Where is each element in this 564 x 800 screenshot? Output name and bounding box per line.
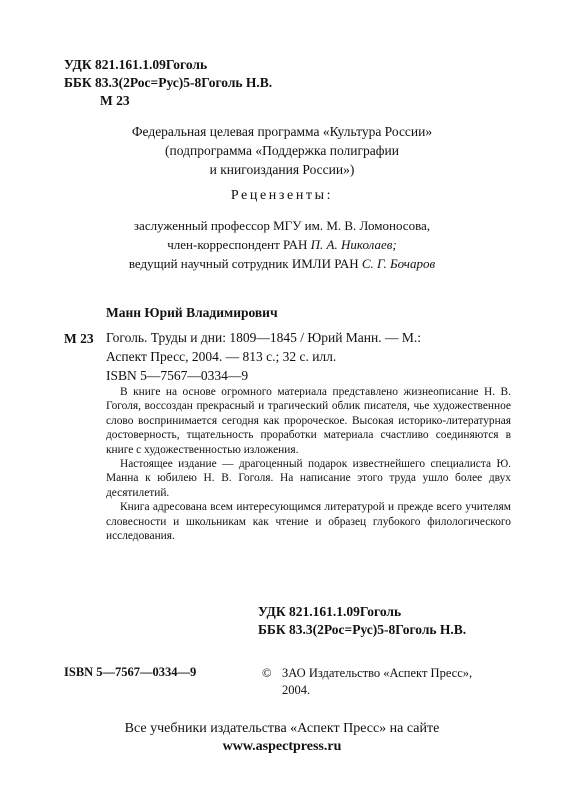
abstract-block <box>106 385 511 543</box>
reviewer-1-title-line-2: член-корреспондент РАН <box>167 237 308 252</box>
reviewer-1-line-2 <box>60 235 504 254</box>
reviewer-1-name: П. А. Николаев; <box>310 237 397 252</box>
book-author: Манн Юрий Владимирович <box>106 305 278 320</box>
reviewer-1-title-line-1: заслуженный профессор МГУ им. М. В. Ломоносова, <box>133 218 431 233</box>
udk-code: УДК 821.161.1.09Гоголь <box>64 57 208 72</box>
isbn-bottom: ISBN 5—7567—0334—9 <box>64 665 197 679</box>
footer-text: Все учебники издательства «Аспект Пресс» на сайте <box>124 721 440 736</box>
footer-block <box>60 720 504 756</box>
copyright-block <box>262 665 472 699</box>
bibliographic-author-mark: М 23 <box>64 331 94 346</box>
abstract-paragraph-1: В книге на основе огромного материала представлено жизнеописание Н. В. Гоголя, воссоздан прекрасный и трагический облик писателя, чье художественное слово воспринимается сегодня как пророческое. Высокая историко-литературная достоверность, тщательность проработки материала счастливо соединяются в книге с художественностью изложения. <box>106 386 511 456</box>
copyright-line-1 <box>262 665 472 682</box>
bbk-code-repeat: ББК 83.3(2Рос=Рус)5-8Гоголь Н.В. <box>258 622 467 637</box>
reviewer-2-name: С. Г. Бочаров <box>361 256 436 271</box>
reviewer-2-line <box>60 254 504 273</box>
abstract-paragraph-2: Настоящее издание — драгоценный подарок известнейшего специалиста Ю. Манна к юбилею Н. В. Гоголя. На написание этого труда ушло более двух десятилетий. <box>106 458 511 499</box>
program-line-2: (подпрограмма «Поддержка полиграфии <box>165 143 399 158</box>
publisher-website-link[interactable]: www.aspectpress.ru <box>222 739 342 754</box>
copyright-year: 2004. <box>282 683 311 697</box>
biblio-line-2: Аспект Пресс, 2004. — 813 с.; 32 с. илл. <box>106 349 337 364</box>
abstract-paragraph-3: Книга адресована всем интересующимся литературой и прежде всего учителям словесности и школьникам как чтение и образец глубокого филологического исследования. <box>106 501 511 543</box>
program-line-3: и книгоиздания России») <box>209 162 355 177</box>
reviewers-block <box>60 216 504 273</box>
biblio-isbn: ISBN 5—7567—0334—9 <box>106 368 249 383</box>
program-block <box>60 122 504 179</box>
reviewers-heading: Рецензенты: <box>230 188 334 203</box>
bibliographic-description <box>106 328 510 385</box>
reviewer-2-title: ведущий научный сотрудник ИМЛИ РАН <box>128 256 359 271</box>
author-mark: М 23 <box>100 93 130 108</box>
biblio-line-1: Гоголь. Труды и дни: 1809—1845 / Юрий Манн. — М.: <box>106 330 421 345</box>
program-line-1: Федеральная целевая программа «Культура России» <box>131 124 433 139</box>
classification-repeat-block <box>258 603 466 639</box>
bbk-code: ББК 83.3(2Рос=Рус)5-8Гоголь Н.В. <box>64 75 273 90</box>
classification-block <box>64 56 272 110</box>
copyright-icon: © <box>262 666 272 680</box>
copyright-holder: ЗАО Издательство «Аспект Пресс», <box>282 666 473 680</box>
udk-code-repeat: УДК 821.161.1.09Гоголь <box>258 604 402 619</box>
